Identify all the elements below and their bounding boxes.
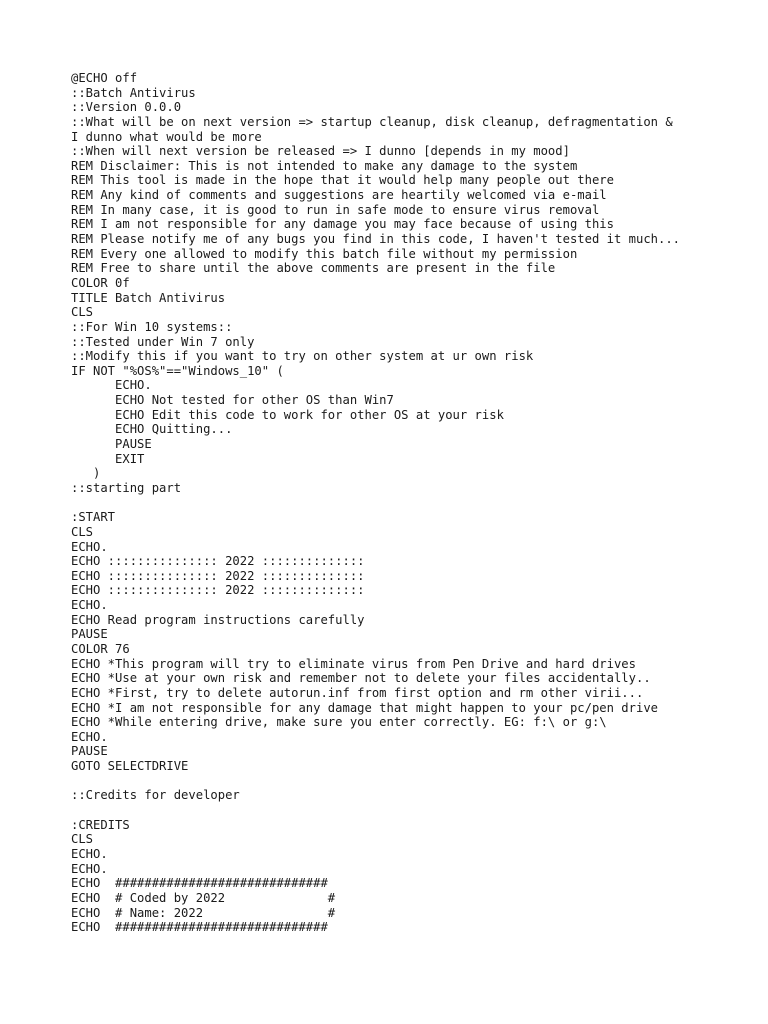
code-line: I dunno what would be more bbox=[71, 129, 262, 144]
code-line: ECHO ::::::::::::::: 2022 :::::::::::::: bbox=[71, 568, 365, 583]
code-line: COLOR 76 bbox=[71, 641, 130, 656]
code-line: COLOR 0f bbox=[71, 275, 130, 290]
code-line: ECHO *While entering drive, make sure you enter correctly. EG: f:\ or g:\ bbox=[71, 715, 607, 730]
code-line: ECHO Edit this code to work for other OS at your risk bbox=[71, 407, 504, 422]
code-line: ECHO *Use at your own risk and remember not to delete your files accidentally.. bbox=[71, 671, 651, 686]
code-line: REM Please notify me of any bugs you find in this code, I haven't tested it much... bbox=[71, 232, 681, 247]
code-line: ECHO *I am not responsible for any damage that might happen to your pc/pen drive bbox=[71, 700, 658, 715]
code-line bbox=[71, 496, 751, 511]
code-line: ) bbox=[71, 466, 101, 481]
code-line: PAUSE bbox=[71, 437, 152, 452]
code-line: REM This tool is made in the hope that it would help many people out there bbox=[71, 173, 614, 188]
code-line: ECHO ############################# bbox=[71, 876, 328, 891]
code-line: ::Batch Antivirus bbox=[71, 85, 196, 100]
code-line: REM I am not responsible for any damage you may face because of using this bbox=[71, 217, 614, 232]
code-line: TITLE Batch Antivirus bbox=[71, 290, 226, 305]
code-line: ECHO *This program will try to eliminate virus from Pen Drive and hard drives bbox=[71, 656, 636, 671]
batch-script-text bbox=[71, 71, 751, 935]
code-line: EXIT bbox=[71, 451, 145, 466]
code-line: ECHO ############################# bbox=[71, 920, 328, 935]
code-line: ::starting part bbox=[71, 480, 182, 495]
code-line: ::Credits for developer bbox=[71, 788, 240, 803]
code-line: ECHO. bbox=[71, 846, 108, 861]
code-line: ECHO Not tested for other OS than Win7 bbox=[71, 393, 394, 408]
code-line: GOTO SELECTDRIVE bbox=[71, 759, 189, 774]
code-line: IF NOT "%OS%"=="Windows_10" ( bbox=[71, 363, 284, 378]
code-line: ECHO ::::::::::::::: 2022 :::::::::::::: bbox=[71, 554, 365, 569]
code-line: @ECHO off bbox=[71, 71, 138, 85]
code-line: :CREDITS bbox=[71, 817, 130, 832]
code-line: ECHO # Coded by 2022 # bbox=[71, 890, 336, 905]
code-line: ::For Win 10 systems:: bbox=[71, 319, 233, 334]
code-line: REM Every one allowed to modify this batch file without my permission bbox=[71, 246, 578, 261]
code-line: REM Disclaimer: This is not intended to make any damage to the system bbox=[71, 158, 578, 173]
code-line: ECHO. bbox=[71, 729, 108, 744]
code-line: ECHO # Name: 2022 # bbox=[71, 905, 336, 920]
code-line: ECHO *First, try to delete autorun.inf from first option and rm other virii... bbox=[71, 685, 644, 700]
code-line: :START bbox=[71, 510, 116, 525]
code-line: REM Free to share until the above comments are present in the file bbox=[71, 261, 556, 276]
code-line: ECHO. bbox=[71, 378, 152, 393]
code-line: PAUSE bbox=[71, 744, 108, 759]
code-line: ECHO Read program instructions carefully bbox=[71, 612, 365, 627]
code-line: CLS bbox=[71, 832, 94, 847]
code-line bbox=[71, 774, 751, 789]
code-line: ECHO. bbox=[71, 598, 108, 613]
code-line: REM Any kind of comments and suggestions are heartily welcomed via e-mail bbox=[71, 188, 607, 203]
code-line: ECHO Quitting... bbox=[71, 422, 233, 437]
code-line: PAUSE bbox=[71, 627, 108, 642]
code-line: ::Tested under Win 7 only bbox=[71, 334, 255, 349]
code-line bbox=[71, 803, 751, 818]
code-line: ECHO. bbox=[71, 539, 108, 554]
code-line: CLS bbox=[71, 305, 94, 320]
code-line: ::When will next version be released => I dunno [depends in my mood] bbox=[71, 144, 570, 159]
code-line: CLS bbox=[71, 524, 94, 539]
code-line: ::Version 0.0.0 bbox=[71, 100, 182, 115]
code-line: ::What will be on next version => startup cleanup, disk cleanup, defragmentation & bbox=[71, 114, 673, 129]
code-line: ECHO. bbox=[71, 861, 108, 876]
code-line: REM In many case, it is good to run in safe mode to ensure virus removal bbox=[71, 202, 600, 217]
code-line: ECHO ::::::::::::::: 2022 :::::::::::::: bbox=[71, 583, 365, 598]
code-line: ::Modify this if you want to try on other system at ur own risk bbox=[71, 349, 534, 364]
